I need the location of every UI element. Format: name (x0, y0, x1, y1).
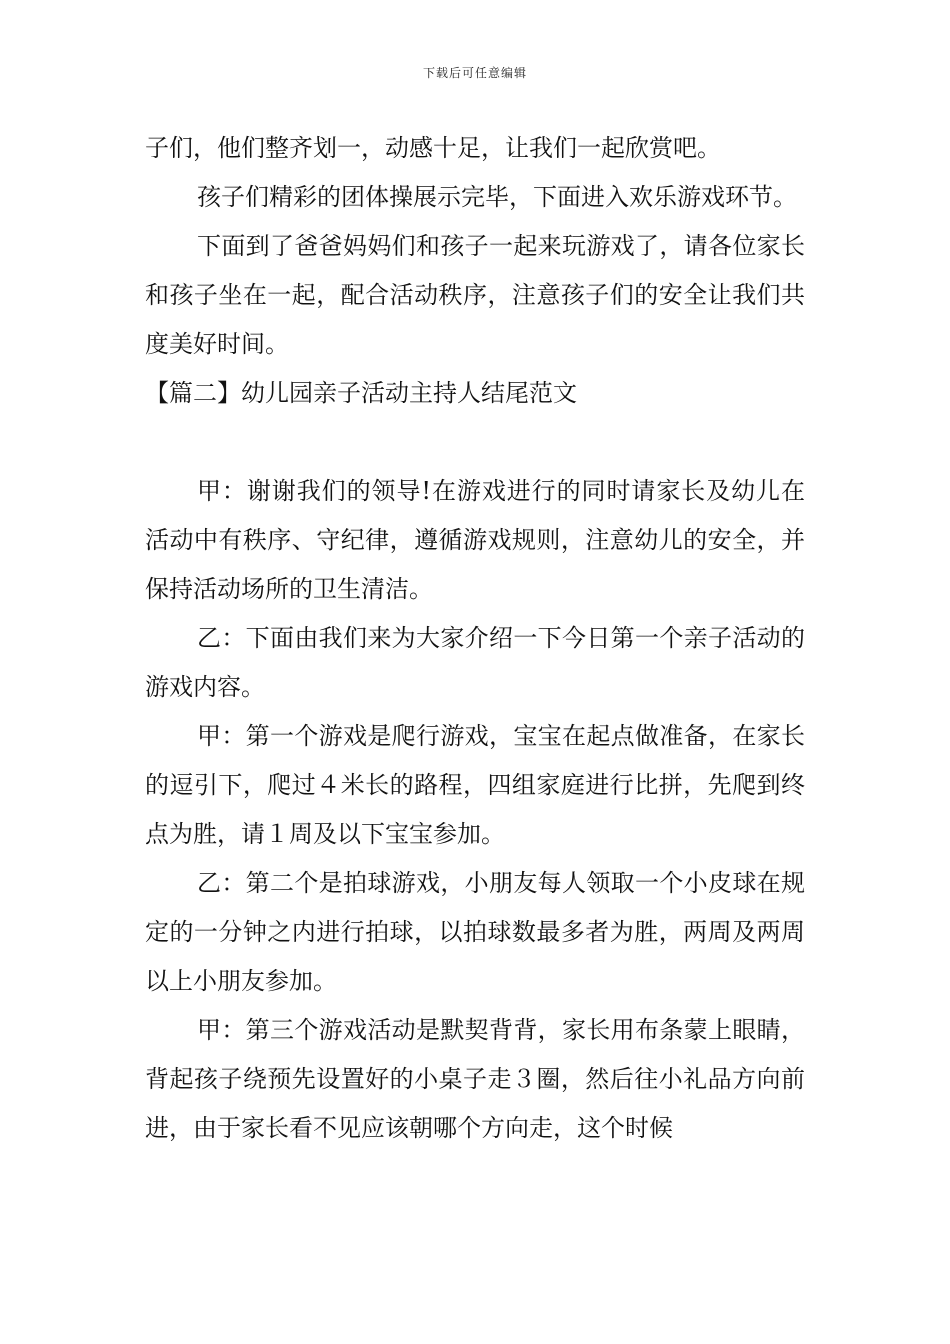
dialogue-paragraph: 乙：第二个是拍球游戏，小朋友每人领取一个小皮球在规定的一分钟之内进行拍球，以拍球数最多者为胜，两周及两周以上小朋友参加。 (145, 869, 805, 995)
dialogue-paragraph: 甲：第三个游戏活动是默契背背，家长用布条蒙上眼睛，背起孩子绕预先设置好的小桌子走３圈，然后往小礼品方向前进，由于家长看不见应该朝哪个方向走，这个时候 (145, 1016, 805, 1142)
dialogue-paragraph: 乙：下面由我们来为大家介绍一下今日第一个亲子活动的游戏内容。 (145, 624, 805, 701)
document-body (145, 124, 805, 1153)
page-header: 下载后可任意编辑 (422, 66, 527, 80)
paragraph: 孩子们精彩的团体操展示完毕，下面进入欢乐游戏环节。 (197, 183, 797, 211)
dialogue-paragraph: 甲：第一个游戏是爬行游戏，宝宝在起点做准备，在家长的逗引下，爬过４米长的路程，四组家庭进行比拼，先爬到终点为胜，请１周及以下宝宝参加。 (145, 722, 805, 848)
paragraph: 下面到了爸爸妈妈们和孩子一起来玩游戏了，请各位家长和孩子坐在一起，配合活动秩序，注意孩子们的安全让我们共度美好时间。 (145, 232, 805, 358)
dialogue-paragraph: 甲：谢谢我们的领导!在游戏进行的同时请家长及幼儿在活动中有秩序、守纪律，遵循游戏规则，注意幼儿的安全，并保持活动场所的卫生清洁。 (145, 477, 805, 603)
section-title: 【篇二】幼儿园亲子活动主持人结尾范文 (145, 379, 577, 407)
blank-line (145, 418, 805, 467)
paragraph-continued: 子们，他们整齐划一，动感十足，让我们一起欣赏吧。 (145, 134, 721, 162)
